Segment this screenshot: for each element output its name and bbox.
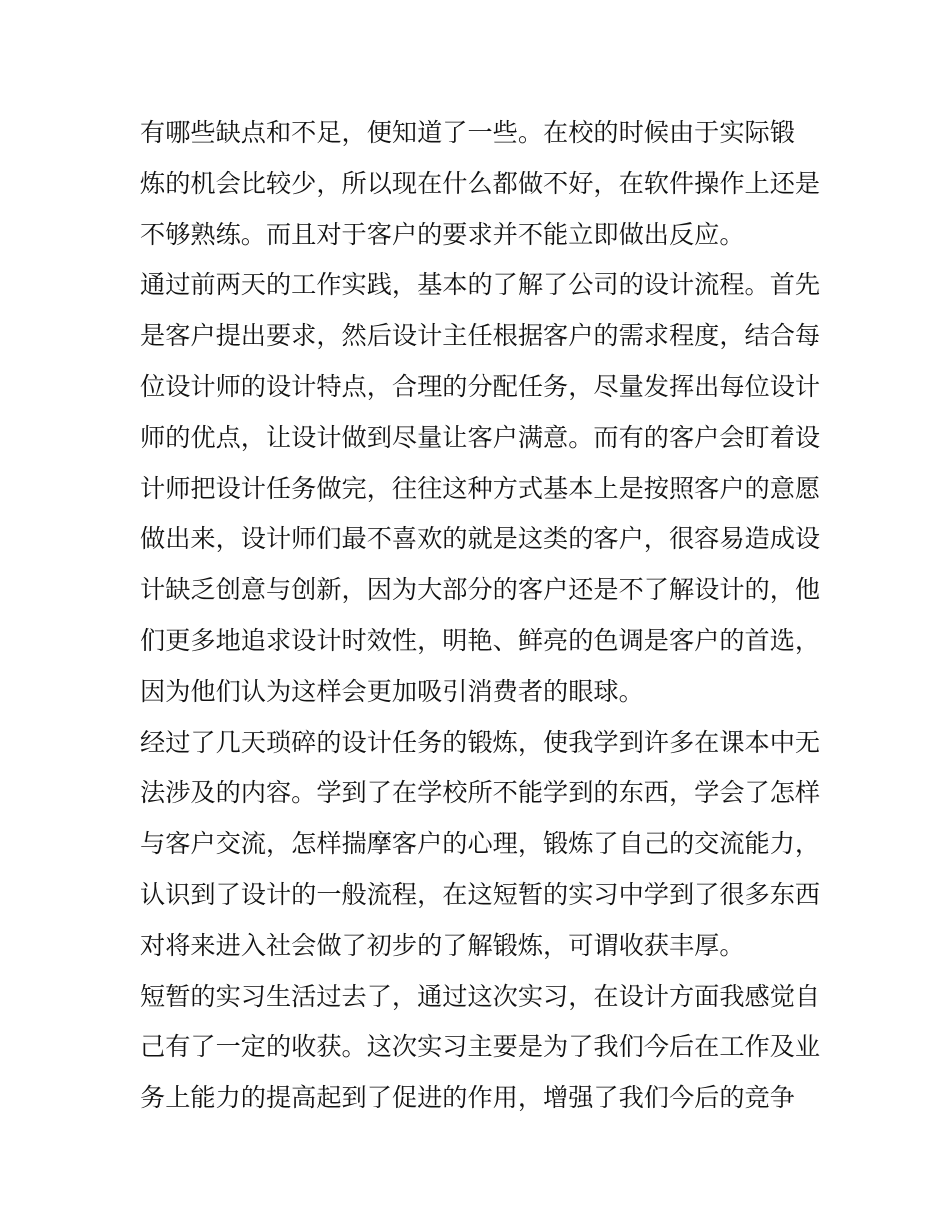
text-line: 经过了几天琐碎的设计任务的锻炼，使我学到许多在课本中无	[140, 727, 821, 757]
text-line: 们更多地追求设计时效性，明艳、鲜亮的色调是客户的首选，	[140, 625, 821, 655]
text-line: 因为他们认为这样会更加吸引消费者的眼球。	[140, 676, 644, 706]
text-line: 与客户交流，怎样揣摩客户的心理，锻炼了自己的交流能力，	[140, 829, 821, 859]
text-line: 师的优点，让设计做到尽量让客户满意。而有的客户会盯着设	[140, 422, 821, 452]
text-line: 务上能力的提高起到了促进的作用，增强了我们今后的竞争	[140, 1083, 795, 1113]
text-line: 炼的机会比较少，所以现在什么都做不好，在软件操作上还是	[140, 168, 821, 198]
text-line: 认识到了设计的一般流程，在这短暂的实习中学到了很多东西	[140, 879, 821, 909]
text-line: 是客户提出要求，然后设计主任根据客户的需求程度，结合每	[140, 321, 821, 351]
body-text	[140, 108, 820, 1124]
text-line: 己有了一定的收获。这次实习主要是为了我们今后在工作及业	[140, 1032, 821, 1062]
text-line: 计师把设计任务做完，往往这种方式基本上是按照客户的意愿	[140, 473, 821, 503]
text-line: 法涉及的内容。学到了在学校所不能学到的东西，学会了怎样	[140, 778, 821, 808]
text-line: 不够熟练。而且对于客户的要求并不能立即做出反应。	[140, 219, 745, 249]
text-line: 对将来进入社会做了初步的了解锻炼，可谓收获丰厚。	[140, 930, 745, 960]
text-line: 做出来，设计师们最不喜欢的就是这类的客户，很容易造成设	[140, 524, 821, 554]
text-line: 短暂的实习生活过去了，通过这次实习，在设计方面我感觉自	[140, 981, 821, 1011]
text-line: 有哪些缺点和不足，便知道了一些。在校的时候由于实际锻	[140, 118, 795, 147]
text-line: 通过前两天的工作实践，基本的了解了公司的设计流程。首先	[140, 270, 821, 300]
text-line: 计缺乏创意与创新，因为大部分的客户还是不了解设计的，他	[140, 575, 821, 605]
text-line: 位设计师的设计特点，合理的分配任务，尽量发挥出每位设计	[140, 371, 821, 401]
